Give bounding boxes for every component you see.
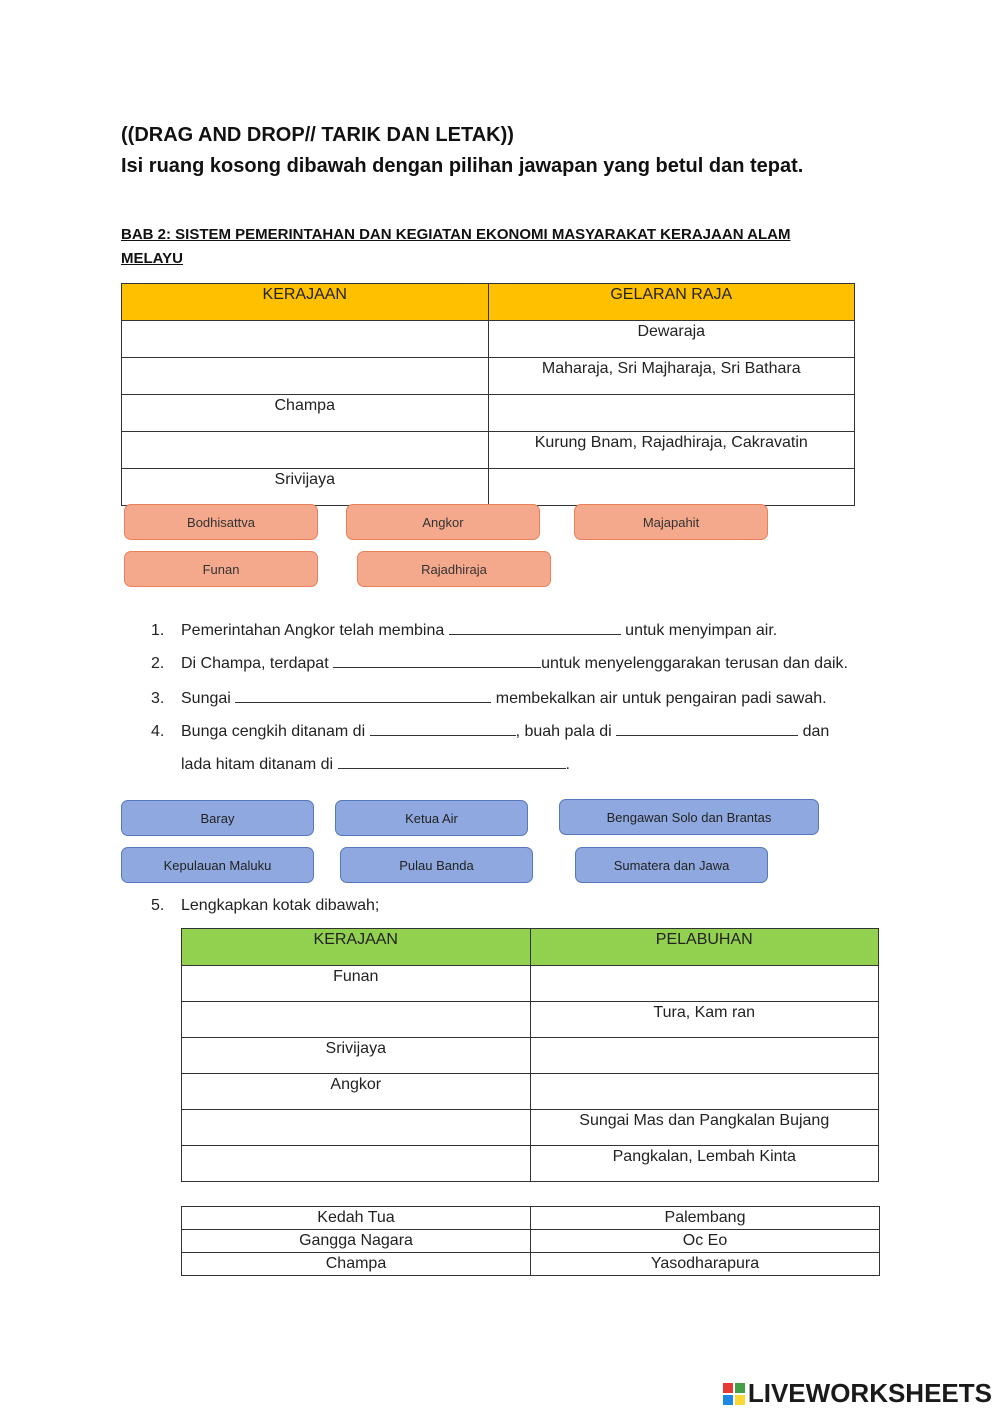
question-4-continued [181,754,570,774]
table-cell: Maharaja, Sri Majharaja, Sri Bathara [488,358,855,395]
question-1 [151,620,777,640]
column-header-kerajaan: KERAJAAN [182,929,531,966]
option-yasodharapura[interactable]: Yasodharapura [531,1253,880,1276]
answer-blank[interactable] [338,754,566,769]
table-row [182,966,879,1002]
drop-cell[interactable] [530,966,879,1002]
instruction-title: ((DRAG AND DROP// TARIK DAN LETAK)) [121,124,514,146]
gelaran-raja-table [121,283,855,506]
option-oc-eo[interactable]: Oc Eo [531,1230,880,1253]
table-cell: Funan [182,966,531,1002]
option-gangga-nagara[interactable]: Gangga Nagara [182,1230,531,1253]
answer-chip-sumatera-jawa[interactable]: Sumatera dan Jawa [575,847,768,883]
table-row [182,1146,879,1182]
pelabuhan-table [181,928,879,1182]
answer-chip-bengawan-solo[interactable]: Bengawan Solo dan Brantas [559,799,819,835]
logo-text: LIVEWORKSHEETS [747,1378,992,1408]
answer-blank[interactable] [616,721,798,736]
table-cell: Angkor [182,1074,531,1110]
answer-blank[interactable] [449,620,621,635]
table-row [122,358,855,395]
table-row [122,321,855,358]
question-4 [151,721,829,741]
answer-blank[interactable] [370,721,516,736]
option-kedah-tua[interactable]: Kedah Tua [182,1207,531,1230]
question-text: membekalkan air untuk pengairan padi sawah. [495,690,827,707]
question-number: 2. [151,655,165,672]
table-row [182,1253,880,1276]
chapter-title: BAB 2: SISTEM PEMERINTAHAN DAN KEGIATAN EKONOMI MASYARAKAT KERAJAAN ALAM MELAYU [121,226,791,267]
table-row [122,469,855,506]
question-text: , buah pala di [515,723,612,740]
column-header-kerajaan: KERAJAAN [122,284,489,321]
table-cell: Champa [122,395,489,432]
table-cell: Pangkalan, Lembah Kinta [530,1146,879,1182]
question-text: . [565,756,570,773]
table-cell: Tura, Kam ran [530,1002,879,1038]
table-row [182,1038,879,1074]
table-row [122,432,855,469]
answer-chip-bodhisattva[interactable]: Bodhisattva [124,504,318,540]
drop-cell[interactable] [530,1074,879,1110]
table-row [182,1002,879,1038]
answer-blank[interactable] [333,653,541,668]
question-text: lada hitam ditanam di [181,756,334,773]
option-palembang[interactable]: Palembang [531,1207,880,1230]
question-text: Pemerintahan Angkor telah membina [181,622,445,639]
answer-blank[interactable] [235,688,491,703]
answer-chip-baray[interactable]: Baray [121,800,314,836]
drop-cell[interactable] [122,358,489,395]
question-number: 5. [151,897,165,914]
drop-cell[interactable] [122,321,489,358]
table-row [182,1230,880,1253]
question-text: Bunga cengkih ditanam di [181,723,366,740]
logo-icon [723,1383,745,1405]
drop-cell[interactable] [182,1110,531,1146]
question-text: untuk menyelenggarakan terusan dan daik. [541,655,848,672]
table-cell: Kurung Bnam, Rajadhiraja, Cakravatin [488,432,855,469]
question-text: Sungai [181,690,231,707]
answer-chip-majapahit[interactable]: Majapahit [574,504,768,540]
table-row [182,1074,879,1110]
answer-chip-rajadhiraja[interactable]: Rajadhiraja [357,551,551,587]
question-number: 3. [151,690,165,707]
answer-options-table [181,1206,880,1276]
answer-chip-kepulauan-maluku[interactable]: Kepulauan Maluku [121,847,314,883]
answer-chip-funan[interactable]: Funan [124,551,318,587]
question-5 [151,897,379,915]
liveworksheets-logo [723,1378,992,1409]
drop-cell[interactable] [488,469,855,506]
table-cell: Sungai Mas dan Pangkalan Bujang [530,1110,879,1146]
drop-cell[interactable] [182,1146,531,1182]
answer-chip-angkor[interactable]: Angkor [346,504,540,540]
table-row [182,1207,880,1230]
instruction-text: Isi ruang kosong dibawah dengan pilihan jawapan yang betul dan tepat. [121,155,804,177]
question-2 [151,653,848,673]
question-number: 4. [151,723,165,740]
answer-chip-pulau-banda[interactable]: Pulau Banda [340,847,533,883]
question-text: Di Champa, terdapat [181,655,329,672]
column-header-pelabuhan: PELABUHAN [530,929,879,966]
table-row [122,395,855,432]
question-text: dan [802,723,830,740]
drop-cell[interactable] [122,432,489,469]
question-text: untuk menyimpan air. [625,622,778,639]
question-text: Lengkapkan kotak dibawah; [181,897,380,914]
option-champa[interactable]: Champa [182,1253,531,1276]
question-3 [151,688,827,708]
table-cell: Srivijaya [182,1038,531,1074]
drop-cell[interactable] [182,1002,531,1038]
drop-cell[interactable] [488,395,855,432]
answer-chip-ketua-air[interactable]: Ketua Air [335,800,528,836]
table-cell: Srivijaya [122,469,489,506]
table-cell: Dewaraja [488,321,855,358]
column-header-gelaran-raja: GELARAN RAJA [488,284,855,321]
question-number: 1. [151,622,165,639]
table-row [182,1110,879,1146]
drop-cell[interactable] [530,1038,879,1074]
